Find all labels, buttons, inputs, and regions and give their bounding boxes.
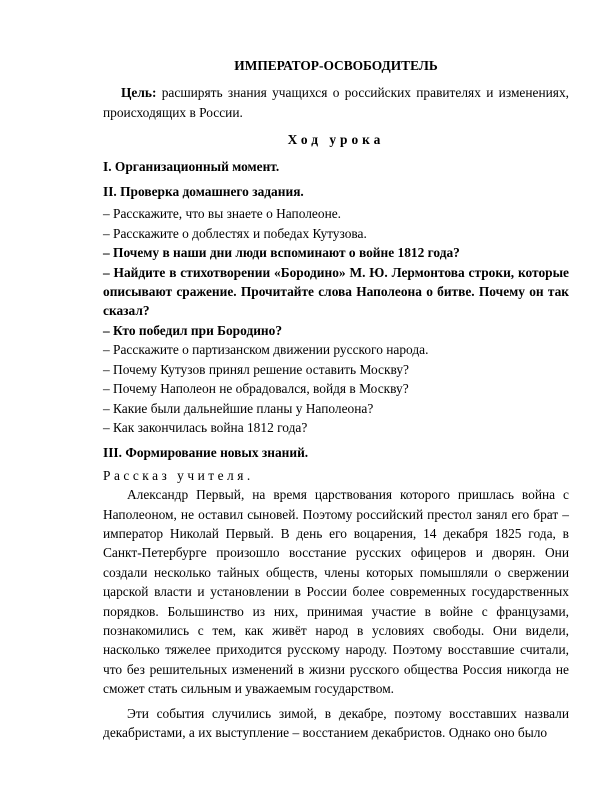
question-item: – Почему Наполеон не обрадовался, войдя в Москву? bbox=[103, 381, 409, 397]
section-homework-check: II. Проверка домашнего задания. bbox=[103, 184, 304, 200]
question-item: – Какие были дальнейшие планы у Наполеона? bbox=[103, 400, 374, 416]
lesson-heading: Ход урока bbox=[287, 132, 385, 148]
question-item: – Почему Кутузов принял решение оставить Москву? bbox=[103, 361, 410, 377]
question-item: – Найдите в стихотворении «Бородино» М. Ю. Лермонтова строки, которые описывают сражение. Прочитайте слова Наполеона о битве. Почему он так сказал? bbox=[103, 264, 569, 319]
section-organizational: I. Организационный момент. bbox=[103, 158, 280, 174]
question-item: – Как закончилась война 1812 года? bbox=[103, 419, 308, 435]
document-content bbox=[103, 56, 569, 742]
question-item: – Расскажите о партизанском движении русского народа. bbox=[103, 342, 429, 358]
section-new-knowledge: III. Формирование новых знаний. bbox=[103, 445, 309, 461]
question-item: – Расскажите, что вы знаете о Наполеоне. bbox=[103, 206, 342, 222]
question-item: – Кто победил при Бородино? bbox=[103, 322, 283, 338]
goal-label: Цель: bbox=[121, 85, 157, 101]
questions-list bbox=[103, 204, 569, 437]
question-item: – Расскажите о доблестях и победах Кутузова. bbox=[103, 225, 367, 241]
story-paragraph: Эти события случились зимой, в декабре, поэтому восставших назвали декабристами, а их выступление – восстанием декабристов. Однако оно было bbox=[103, 705, 569, 740]
question-item: – Почему в наши дни люди вспоминают о войне 1812 года? bbox=[103, 245, 460, 261]
teacher-story-heading: Рассказ учителя. bbox=[103, 467, 254, 483]
goal-text: расширять знания учащихся о российских правителях и изменениях, происходящих в России. bbox=[103, 85, 569, 120]
story-paragraph: Александр Первый, на время царствования которого пришлась война с Наполеоном, не оставил сыновей. Поэтому российский престол занял его брат – император Николай Первый. В день его воцарения, 14 декабря 1825 года, в Санкт-Петербурге произошло восстание русских офицеров и дворян. Они создали несколько тайных обществ, члены которых помышляли о свержении царской власти и установлении в России более современных государственных порядков. Большинство из них, принимая участие в войне с французами, познакомились с тем, как живёт народ в условиях свободы. Они видели, насколько тяжелее приходится русскому народу. Поэтому восставшие считали, что без решительных изменений в жизни русского общества Россия никогда не сможет стать сильным и уважаемым государством. bbox=[103, 487, 569, 697]
document-title: ИМПЕРАТОР-ОСВОБОДИТЕЛЬ bbox=[234, 58, 438, 73]
goal-paragraph bbox=[103, 83, 569, 122]
